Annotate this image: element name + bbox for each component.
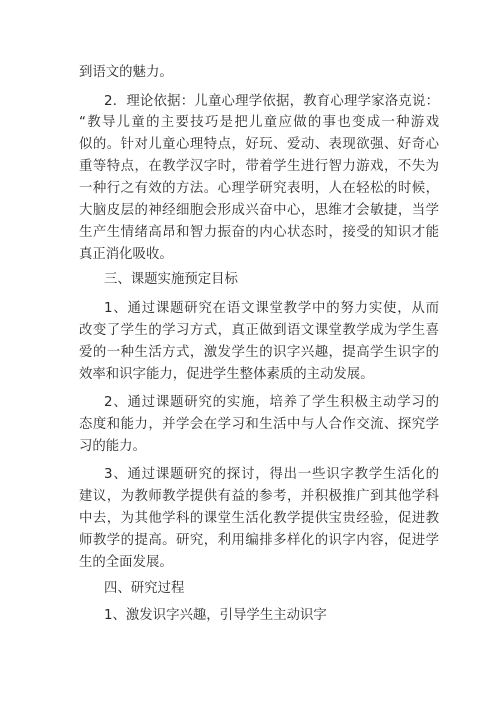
text-line: 师教学的提高。研究，利用编排多样化的识字内容，促进学 bbox=[79, 533, 439, 548]
text-line: 3、通过课题研究的探讨，得出一些识字教学生活化的 bbox=[104, 467, 439, 482]
text-line: 2、通过课题研究的实施，培养了学生积极主动学习的 bbox=[104, 395, 439, 410]
text-line: “教导儿童的主要技巧是把儿童应做的事也变成一种游戏 bbox=[79, 115, 439, 130]
text-line: 生的全面发展。 bbox=[79, 555, 173, 570]
text-line: 生产生情绪高昂和智力振奋的内心状态时，接受的知识才能 bbox=[79, 225, 439, 240]
text-line: 到语文的魅力。 bbox=[79, 65, 173, 80]
text-line: 重等特点，在教学汉字时，带着学生进行智力游戏，不失为 bbox=[79, 159, 439, 174]
text-line: 习的能力。 bbox=[79, 439, 146, 454]
text-line: 真正消化吸收。 bbox=[79, 247, 173, 262]
section-heading: 三、课题实施预定目标 bbox=[104, 272, 238, 287]
text-line: 1、通过课题研究在语文课堂教学中的努力实使，从而 bbox=[104, 301, 439, 316]
subsection-heading: 1、激发识字兴趣，引导学生主动识字 bbox=[104, 608, 327, 623]
text-line: 大脑皮层的神经细胞会形成兴奋中心，思维才会敏捷，当学 bbox=[79, 203, 439, 218]
text-line: 爱的一种生活方式，激发学生的识字兴趣，提高学生识字的 bbox=[79, 345, 439, 360]
text-line: 2．理论依据：儿童心理学依据，教育心理学家洛克说： bbox=[104, 94, 439, 109]
text-line: 改变了学生的学习方式，真正做到语文课堂教学成为学生喜 bbox=[79, 323, 439, 338]
text-line: 态度和能力，并学会在学习和生活中与人合作交流、探究学 bbox=[79, 417, 439, 432]
text-line: 一种行之有效的方法。心理学研究表明，人在轻松的时候， bbox=[79, 181, 439, 196]
text-line: 中去，为其他学科的课堂生活化教学提供宝贵经验，促进教 bbox=[79, 511, 439, 526]
section-heading: 四、研究过程 bbox=[104, 581, 185, 596]
text-line: 效率和识字能力，促进学生整体素质的主动发展。 bbox=[79, 367, 374, 382]
text-line: 建议，为教师教学提供有益的参考，并积极推广到其他学科 bbox=[79, 489, 439, 504]
text-line: 似的。针对儿童心理特点，好玩、爱动、表现欲强、好奇心 bbox=[79, 137, 439, 152]
